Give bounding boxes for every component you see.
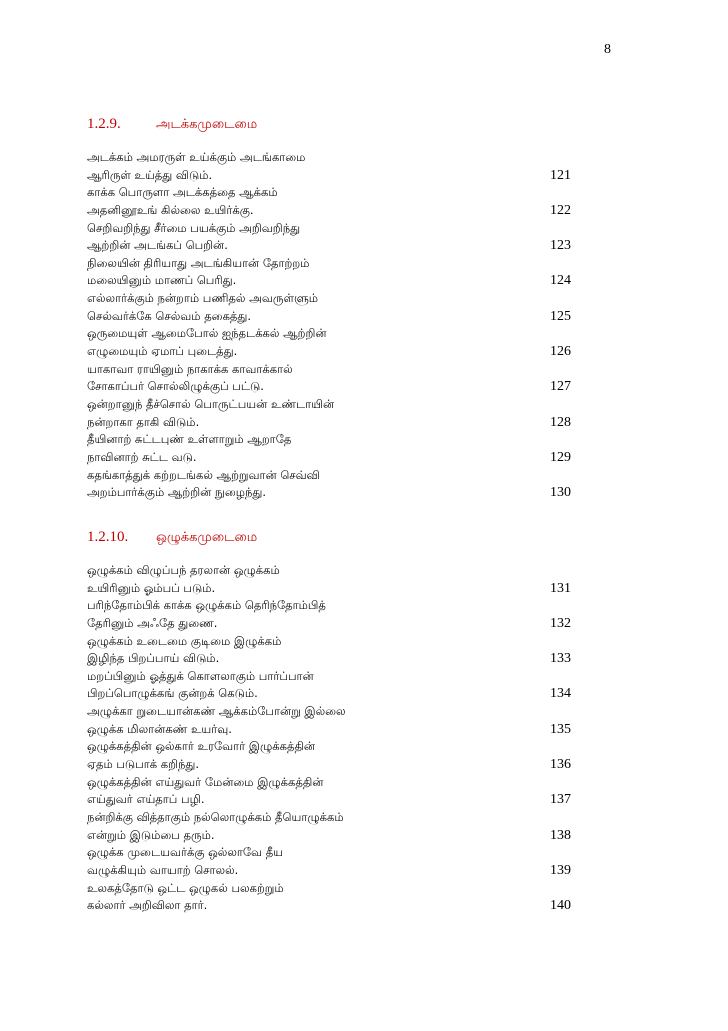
verse-text: செல்வர்க்கே செல்வம் தகைத்து. <box>87 308 252 323</box>
verse-text: உலகத்தோடு ஒட்ட ஒழுகல் பலகற்றும் <box>87 880 284 895</box>
verse-list <box>87 149 571 502</box>
verse-line-1 <box>87 703 571 721</box>
verse-text: நிலையின் திரியாது அடங்கியான் தோற்றம் <box>87 255 310 270</box>
verse-text: எல்லார்க்கும் நன்றாம் பணிதல் அவருள்ளும் <box>87 291 319 306</box>
verse-line-1 <box>87 738 571 756</box>
verse-text: பரிந்தோம்பிக் காக்க ஒழுக்கம் தெரிந்தோம்பித் <box>87 598 326 613</box>
verse-number: 131 <box>550 580 571 596</box>
verse-text: எய்துவர் எய்தாப் பழி. <box>87 792 205 807</box>
verse-number: 127 <box>550 379 571 395</box>
verse-number: 121 <box>550 167 571 183</box>
verse-text: ஏதம் படுபாக் கறிந்து. <box>87 757 200 772</box>
verse-text: நாவினாற் சுட்ட வடு. <box>87 449 197 464</box>
verse-line-1 <box>87 431 571 449</box>
verse-line-1 <box>87 255 571 273</box>
verse-text: ஒழுக்க முடையவர்க்கு ஒல்லாவே தீய <box>87 845 284 860</box>
verse-number: 135 <box>550 721 571 737</box>
verse-line-2 <box>87 414 571 432</box>
verse-line-2 <box>87 237 571 255</box>
verse-text: மலையினும் மாணப் பெரிது. <box>87 273 237 288</box>
verse-text: அதனினூஉங் கில்லை உயிர்க்கு. <box>87 202 254 217</box>
verse-number: 139 <box>550 862 571 878</box>
verse-line-2 <box>87 862 571 880</box>
section-adakkamudaimai <box>87 116 571 502</box>
section-heading <box>87 529 571 551</box>
verse-line-2 <box>87 202 571 220</box>
verse-text: ஆற்றின் அடங்கப் பெறின். <box>87 238 228 253</box>
verse-number: 122 <box>550 202 571 218</box>
verse-text: காக்க பொருளா அடக்கத்தை ஆக்கம் <box>87 185 278 200</box>
verse-text: ஒருமையுள் ஆமைபோல் ஐந்தடக்கல் ஆற்றின் <box>87 326 327 341</box>
verse-line-1 <box>87 220 571 238</box>
verse-number: 138 <box>550 827 571 843</box>
verse-text: ஒன்றானுந் தீச்சொல் பொருட்பயன் உண்டாயின் <box>87 396 335 411</box>
verse-text: செறிவறிந்து சீர்மை பயக்கும் அறிவறிந்து <box>87 220 301 235</box>
verse-line-1 <box>87 184 571 202</box>
verse-line-1 <box>87 809 571 827</box>
verse-number: 132 <box>550 615 571 631</box>
section-title: ஒழுக்கமுடைமை <box>156 530 258 545</box>
verse-line-1 <box>87 668 571 686</box>
verse-text: கதங்காத்துக் கற்றடங்கல் ஆற்றுவான் செவ்வி <box>87 467 320 482</box>
verse-line-1 <box>87 361 571 379</box>
verse-text: கல்லார் அறிவிலா தார். <box>87 898 208 913</box>
verse-number: 129 <box>550 449 571 465</box>
verse-line-1 <box>87 149 571 167</box>
verse-line-1 <box>87 467 571 485</box>
verse-text: நன்றாகா தாகி விடும். <box>87 414 200 429</box>
verse-line-2 <box>87 897 571 915</box>
verse-number: 140 <box>550 898 571 914</box>
verse-text: தேரினும் அஃதே துணை. <box>87 615 218 630</box>
verse-line-1 <box>87 633 571 651</box>
verse-line-2 <box>87 484 571 502</box>
verse-text: எழுமையும் ஏமாப் புடைத்து. <box>87 344 238 359</box>
verse-text: ஆரிருள் உய்த்து விடும். <box>87 167 213 182</box>
verse-line-1 <box>87 290 571 308</box>
verse-list <box>87 562 571 915</box>
verse-line-1 <box>87 562 571 580</box>
verse-text: சோகாப்பர் சொல்லிழுக்குப் பட்டு. <box>87 379 264 394</box>
verse-number: 130 <box>550 485 571 501</box>
verse-line-2 <box>87 650 571 668</box>
verse-line-2 <box>87 343 571 361</box>
section-ozhukkamudaimai <box>87 529 571 915</box>
verse-text: ஒழுக்கத்தின் ஒல்கார் உரவோர் இழுக்கத்தின் <box>87 739 316 754</box>
verse-text: அழுக்கா றுடையான்கண் ஆக்கம்போன்று இல்லை <box>87 704 346 719</box>
verse-number: 125 <box>550 308 571 324</box>
verse-text: ஒழுக்கத்தின் எய்துவர் மேன்மை இழுக்கத்தின் <box>87 774 324 789</box>
verse-line-2 <box>87 791 571 809</box>
verse-text: தீயினாற் சுட்டபுண் உள்ளாறும் ஆறாதே <box>87 432 292 447</box>
verse-text: பிறப்பொழுக்கங் குன்றக் கெடும். <box>87 686 258 701</box>
verse-line-1 <box>87 597 571 615</box>
verse-line-2 <box>87 615 571 633</box>
verse-text: அடக்கம் அமரருள் உய்க்கும் அடங்காமை <box>87 150 306 164</box>
verse-text: மறப்பினும் ஓத்துக் கொளலாகும் பார்ப்பான் <box>87 668 314 683</box>
verse-line-1 <box>87 844 571 862</box>
verse-line-1 <box>87 880 571 898</box>
verse-text: ஒழுக்க மிலான்கண் உயர்வு. <box>87 721 232 736</box>
verse-text: இழிந்த பிறப்பாய் விடும். <box>87 651 220 666</box>
verse-text: உயிரினும் ஓம்பப் படும். <box>87 580 216 595</box>
verse-line-1 <box>87 396 571 414</box>
page-number: 8 <box>604 42 611 57</box>
verse-line-1 <box>87 774 571 792</box>
verse-number: 124 <box>550 273 571 289</box>
verse-line-2 <box>87 449 571 467</box>
verse-text: யாகாவா ராயினும் நாகாக்க காவாக்கால் <box>87 361 293 376</box>
verse-text: ஒழுக்கம் உடைமை குடிமை இழுக்கம் <box>87 633 282 648</box>
verse-text: ஒழுக்கம் விழுப்பந் தரலான் ஒழுக்கம் <box>87 563 280 577</box>
verse-line-2 <box>87 308 571 326</box>
verse-line-2 <box>87 272 571 290</box>
verse-number: 123 <box>550 238 571 254</box>
verse-line-2 <box>87 378 571 396</box>
verse-line-2 <box>87 721 571 739</box>
verse-number: 126 <box>550 344 571 360</box>
section-heading <box>87 116 571 138</box>
verse-line-2 <box>87 685 571 703</box>
verse-number: 133 <box>550 651 571 667</box>
verse-text: நன்றிக்கு வித்தாகும் நல்லொழுக்கம் தீயொழுக்கம் <box>87 809 344 824</box>
verse-text: வழுக்கியும் வாயாற் சொலல். <box>87 862 239 877</box>
verse-number: 136 <box>550 757 571 773</box>
verse-text: என்றும் இடும்பை தரும். <box>87 827 215 842</box>
verse-line-2 <box>87 167 571 185</box>
verse-line-2 <box>87 756 571 774</box>
verse-line-1 <box>87 325 571 343</box>
verse-line-2 <box>87 580 571 598</box>
section-number: 1.2.9. <box>87 116 121 132</box>
verse-line-2 <box>87 827 571 845</box>
verse-number: 137 <box>550 792 571 808</box>
section-title: அடக்கமுடைமை <box>156 117 258 132</box>
verse-text: அறம்பார்க்கும் ஆற்றின் நுழைந்து. <box>87 485 267 500</box>
section-number: 1.2.10. <box>87 529 129 545</box>
verse-number: 134 <box>550 686 571 702</box>
verse-number: 128 <box>550 414 571 430</box>
